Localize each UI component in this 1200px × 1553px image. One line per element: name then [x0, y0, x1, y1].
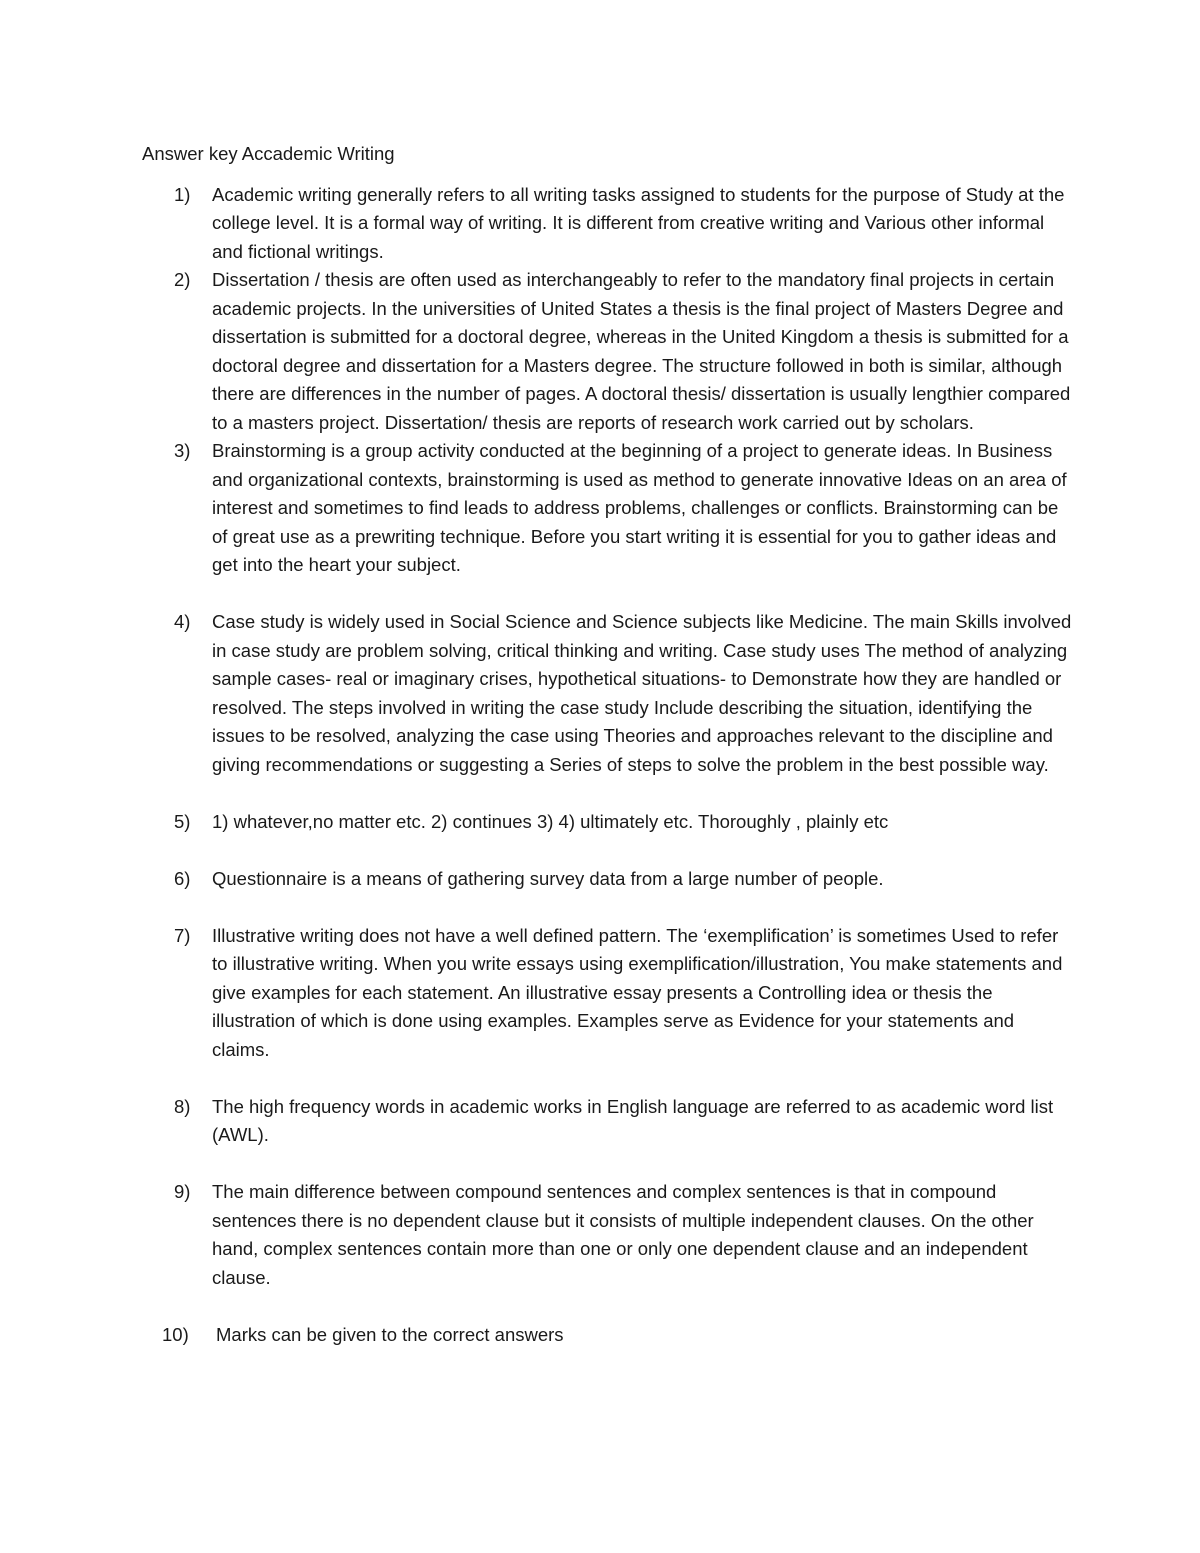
answer-number: 5) [174, 810, 191, 832]
answer-text: Dissertation / thesis are often used as interchangeably to refer to the mandatory final projects in certain academic projects. In the universities of United States a thesis is the final project of Masters Degree and dissertation is submitted for a doctoral degree, whereas in the United Kingdom a thesis is submitted for a doctoral degree and dissertation for a Masters degree. The structure followed in both is similar, although there are differences in the number of pages. A doctoral thesis/ dissertation is usually lengthier compared to a masters project. Dissertation/ thesis are reports of research work carried out by scholars. [212, 269, 1071, 433]
answer-number: 7) [174, 924, 191, 946]
answer-item-7 [142, 922, 1072, 1065]
answer-item-9 [142, 1178, 1072, 1292]
answer-text: The main difference between compound sentences and complex sentences is that in compound sentences there is no dependent clause but it consists of multiple independent clauses. On the other hand, complex sentences contain more than one or only one dependent clause and an independent clause. [212, 1181, 1034, 1288]
answer-item-4 [142, 608, 1072, 779]
answer-number: 8) [174, 1095, 191, 1117]
answer-text: Illustrative writing does not have a well defined pattern. The ‘exemplification’ is sometimes Used to refer to illustrative writing. When you write essays using exemplification/illustration, You make statements and give examples for each statement. An illustrative essay presents a Controlling idea or thesis the illustration of which is done using examples. Examples serve as Evidence for your statements and claims. [212, 924, 1063, 1060]
answer-item-2 [142, 266, 1072, 437]
answer-number: 1) [174, 183, 191, 205]
answer-number: 4) [174, 611, 191, 632]
answer-number: 6) [174, 867, 191, 889]
answer-text: Case study is widely used in Social Science and Science subjects like Medicine. The main Skills involved in case study are problem solving, critical thinking and writing. Case study uses The method of analyzing sample cases- real or imaginary crises, hypothetical situations- to Demonstrate how they are handled or resolved. The steps involved in writing the case study Include describing the situation, identifying the issues to be resolved, analyzing the case using Theories and approaches relevant to the discipline and giving recommendations or suggesting a Series of steps to solve the problem in the best possible way. [212, 611, 1072, 775]
answer-number: 3) [174, 440, 191, 461]
answer-number: 2) [174, 269, 191, 290]
answer-text: Brainstorming is a group activity conducted at the beginning of a project to generate ideas. In Business and organizational contexts, brainstorming is used as method to generate innovative Ideas on an area of interest and sometimes to find leads to address problems, challenges or conflicts. Brainstorming can be of great use as a prewriting technique. Before you start writing it is essential for you to gather ideas and get into the heart your subject. [212, 440, 1067, 575]
answer-item-6 [142, 865, 1072, 894]
answer-item-3 [142, 437, 1072, 580]
answer-item-8 [142, 1093, 1072, 1150]
document-body [142, 140, 1072, 1349]
answer-text: Questionnaire is a means of gathering survey data from a large number of people. [212, 867, 884, 889]
answer-text: 1) whatever,no matter etc. 2) continues 3) 4) ultimately etc. Thoroughly , plainly etc [212, 810, 889, 832]
answer-text: Marks can be given to the correct answers [216, 1323, 564, 1345]
answer-text: The high frequency words in academic works in English language are referred to as academic word list (AWL). [212, 1095, 1054, 1145]
answer-item-10 [142, 1321, 1072, 1350]
answer-text: Academic writing generally refers to all writing tasks assigned to students for the purpose of Study at the college level. It is a formal way of writing. It is different from creative writing and Various other informal and fictional writings. [212, 183, 1065, 262]
document-title: Answer key Accademic Writing [142, 143, 395, 164]
answer-number: 9) [174, 1181, 191, 1202]
answer-number: 10) [162, 1323, 189, 1345]
answer-item-1 [142, 181, 1072, 267]
answer-item-5 [142, 808, 1072, 837]
